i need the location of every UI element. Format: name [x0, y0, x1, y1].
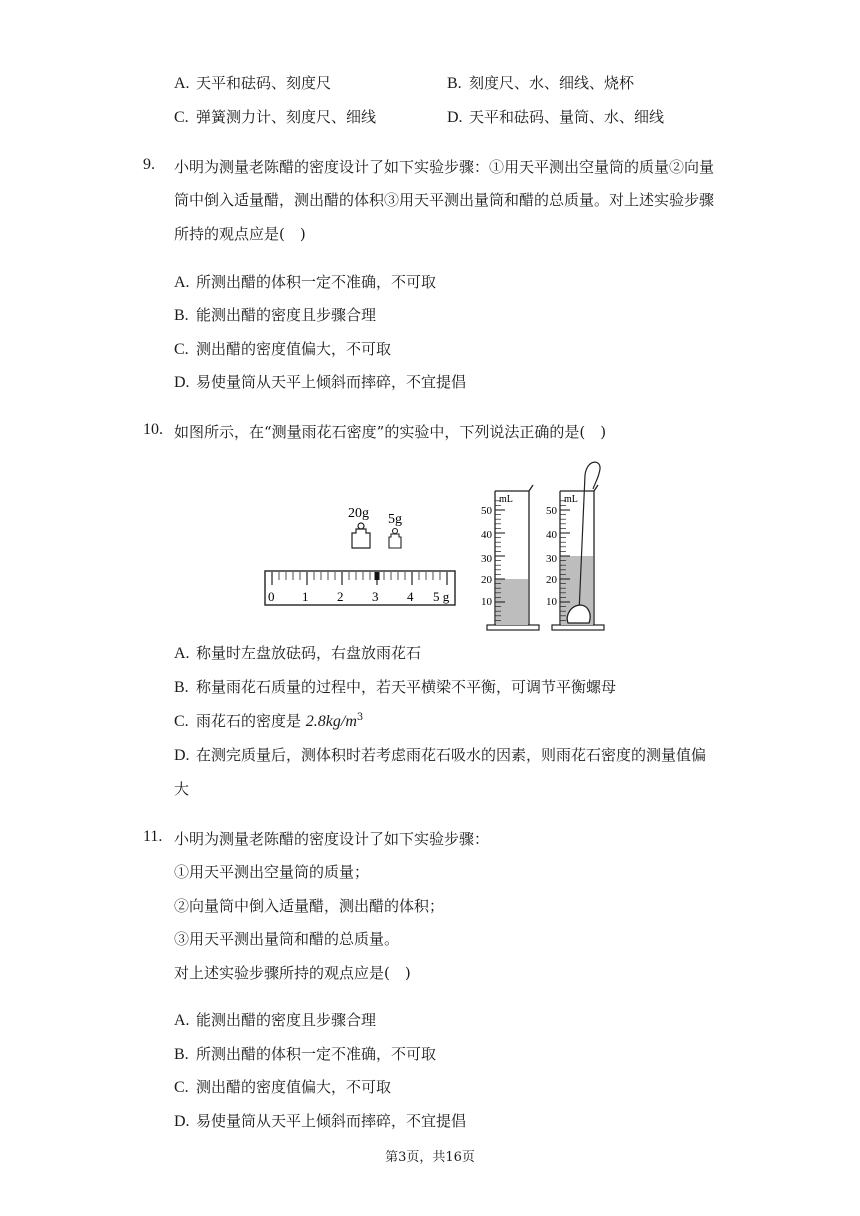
question-stem-line: ③用天平测出量筒和醋的总质量。	[174, 930, 400, 948]
ruler-label: 3	[372, 589, 379, 604]
question-stem-line: 筒中倒入适量醋，测出醋的体积③用天平测出量筒和醋的总质量。对上述实验步骤	[174, 191, 715, 209]
q8-option-c	[174, 106, 376, 127]
cylinder-tick-label: 20	[546, 574, 557, 586]
option-letter: C.	[174, 109, 189, 126]
option-letter: A.	[174, 274, 190, 291]
density-formula: 2.8kg/m	[305, 713, 357, 730]
option-letter: D.	[447, 109, 463, 126]
q9-option-a	[174, 271, 436, 292]
cylinder-ticks	[495, 501, 505, 621]
q8-option-d	[447, 106, 664, 127]
ruler-body	[265, 571, 455, 605]
weight-label: 20g	[348, 506, 369, 521]
option-letter: B.	[174, 307, 189, 324]
cylinder-tick-label: 50	[481, 505, 492, 517]
question-stem: 如图所示，在“测量雨花石密度”的实验中，下列说法正确的是( )	[174, 423, 607, 441]
page-footer: 第3页，共16页	[385, 1150, 475, 1165]
q11-option-c	[174, 1076, 391, 1097]
option-text: 雨花石的密度是	[196, 712, 306, 730]
weight-label: 5g	[388, 512, 402, 527]
cylinder-tick-label: 40	[546, 529, 557, 541]
question-stem-line: ②向量筒中倒入适量醋，测出醋的体积；	[174, 897, 445, 915]
q11-option-d	[174, 1110, 466, 1131]
option-text: 易使量筒从天平上倾斜而摔碎，不宜提倡	[196, 373, 467, 391]
cylinder-tick-label: 10	[481, 596, 492, 608]
cylinder-unit: mL	[499, 494, 513, 505]
option-letter: D.	[174, 1113, 190, 1130]
option-letter: C.	[174, 713, 189, 730]
option-letter: B.	[174, 1046, 189, 1063]
option-letter: C.	[174, 341, 189, 358]
q9-option-b	[174, 304, 376, 325]
q10-option-b	[174, 676, 616, 697]
option-text: 所测出醋的体积一定不准确，不可取	[196, 273, 437, 291]
q10-option-c	[174, 710, 363, 731]
option-text: 天平和砝码、量筒、水、细线	[469, 108, 665, 126]
balance-ruler	[265, 571, 455, 605]
option-text: 弹簧测力计、刻度尺、细线	[196, 108, 377, 126]
graduated-cylinder-2	[546, 462, 604, 630]
option-text: 测出醋的密度值偏大，不可取	[196, 1078, 392, 1096]
question-stem-line: ①用天平测出空量筒的质量；	[174, 863, 370, 881]
density-exponent: 3	[356, 712, 364, 723]
ruler-label: 1	[302, 589, 309, 604]
option-text: 天平和砝码、刻度尺	[196, 74, 332, 92]
option-letter: B.	[174, 679, 189, 696]
ruler-rider	[375, 572, 380, 580]
question-number: 10.	[143, 421, 163, 438]
q10-option-d-continued: 大	[174, 780, 190, 798]
weight-hook	[358, 523, 364, 529]
option-text: 在测完质量后，测体积时若考虑雨花石吸水的因素，则雨花石密度的测量值偏	[196, 746, 707, 764]
weight-5g-body	[389, 534, 401, 548]
option-text: 称量时左盘放砝码，右盘放雨花石	[196, 644, 422, 662]
option-letter: D.	[174, 374, 190, 391]
weight-hook	[393, 529, 398, 534]
q10-option-d	[174, 744, 706, 765]
question-stem-line: 对上述实验步骤所持的观点应是( )	[174, 964, 411, 982]
cylinder-base	[487, 625, 539, 630]
ruler-label: 0	[268, 589, 275, 604]
option-text: 所测出醋的体积一定不准确，不可取	[196, 1045, 437, 1063]
cylinder-tick-label: 20	[481, 574, 492, 586]
question-stem-line: 所持的观点应是( )	[174, 225, 306, 243]
option-text: 刻度尺、水、细线、烧杯	[469, 74, 635, 92]
option-letter: C.	[174, 1079, 189, 1096]
cylinder-base	[552, 625, 604, 630]
q10-option-a	[174, 642, 421, 663]
option-text: 能测出醋的密度且步骤合理	[196, 306, 377, 324]
ruler-label: 5 g	[433, 589, 450, 604]
ruler-label: 2	[337, 589, 344, 604]
question-stem-line: 小明为测量老陈醋的密度设计了如下实验步骤：	[174, 830, 490, 848]
q9-option-c	[174, 338, 391, 359]
option-text: 称量雨花石质量的过程中，若天平横梁不平衡，可调节平衡螺母	[196, 678, 617, 696]
cylinder-tick-label: 30	[481, 553, 492, 565]
cylinder-unit: mL	[564, 494, 578, 505]
cylinder-tick-label: 40	[481, 529, 492, 541]
q11-option-b	[174, 1043, 436, 1064]
q10-figure	[255, 455, 615, 635]
cylinder-tick-label: 10	[546, 596, 557, 608]
question-number: 11.	[143, 828, 163, 845]
option-letter: A.	[174, 75, 190, 92]
q11-option-a	[174, 1009, 376, 1030]
q8-option-a	[174, 72, 331, 93]
question-number: 9.	[143, 156, 155, 173]
option-text: 能测出醋的密度且步骤合理	[196, 1011, 377, 1029]
option-letter: B.	[447, 75, 462, 92]
cylinder-tick-label: 30	[546, 553, 557, 565]
graduated-cylinder-1	[481, 485, 539, 630]
weight-20g-body	[352, 529, 370, 548]
question-stem-line: 小明为测量老陈醋的密度设计了如下实验步骤：①用天平测出空量筒的质量②向量	[174, 158, 715, 176]
option-letter: D.	[174, 747, 190, 764]
option-letter: A.	[174, 645, 190, 662]
option-text: 测出醋的密度值偏大，不可取	[196, 340, 392, 358]
ruler-label: 4	[407, 589, 414, 604]
q9-option-d	[174, 371, 466, 392]
option-letter: A.	[174, 1012, 190, 1029]
option-text: 易使量筒从天平上倾斜而摔碎，不宜提倡	[196, 1112, 467, 1130]
q8-option-b	[447, 72, 634, 93]
cylinder-tick-label: 50	[546, 505, 557, 517]
weights	[348, 506, 402, 548]
